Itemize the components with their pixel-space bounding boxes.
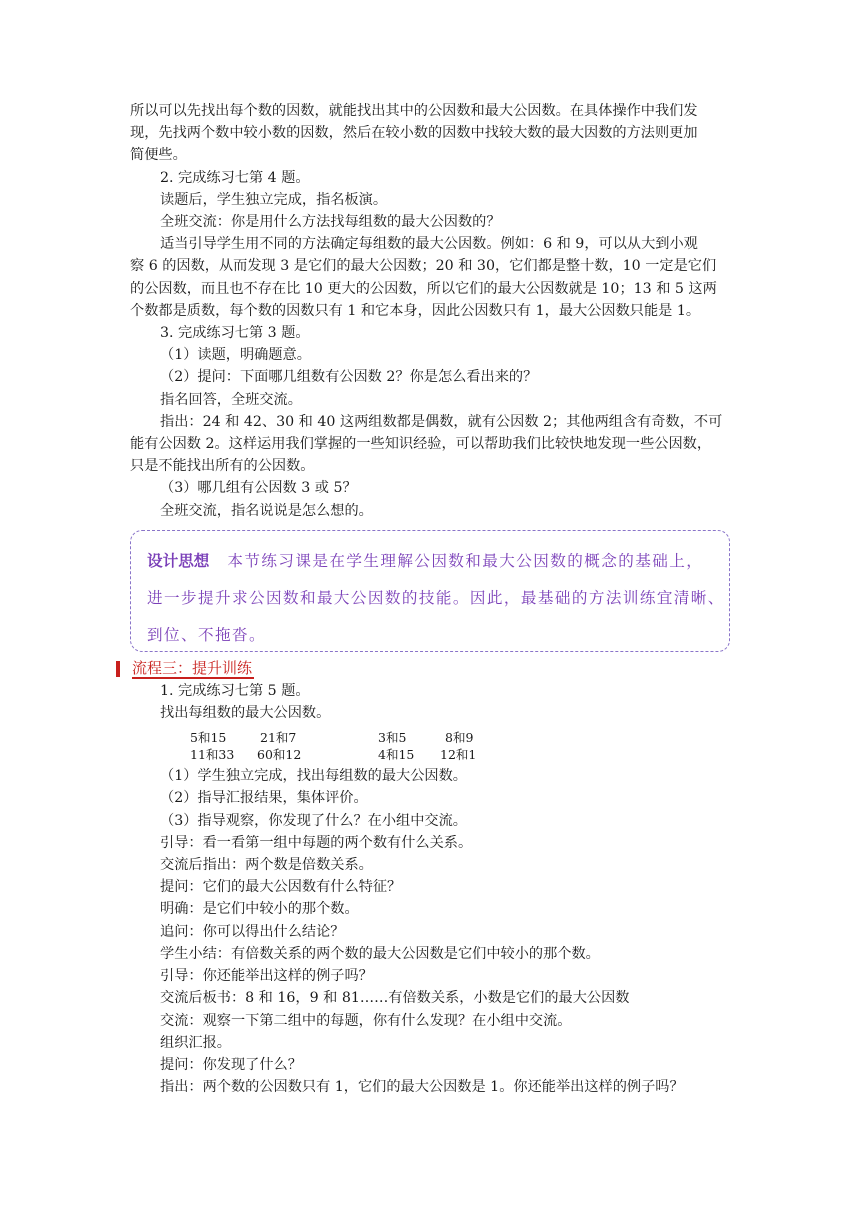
part4-heading: 1. 完成练习七第 5 题。 [160, 682, 310, 699]
part3-heading: 3. 完成练习七第 3 题。 [160, 325, 310, 342]
number-pair: 8和9 [445, 730, 474, 746]
step: （3）哪几组有公因数 3 或 5？ [160, 480, 357, 497]
design-thought-text: 本节练习课是在学生理解公因数和最大公因数的概念的基础上， [227, 551, 704, 570]
paragraph: 察 6 的因数，从而发现 3 是它们的最大公因数；20 和 30，它们都是整十数，10 一定是它们 [130, 258, 717, 275]
number-pair: 4和15 [378, 746, 415, 762]
paragraph: 指出：两个数的公因数只有 1，它们的最大公因数是 1。你还能举出这样的例子吗？ [160, 1079, 684, 1096]
paragraph: 明确：是它们中较小的那个数。 [160, 901, 359, 918]
design-thought-label: 设计思想 [147, 551, 210, 570]
paragraph: 适当引导学生用不同的方法确定每组数的最大公因数。例如：6 和 9，可以从大到小观 [160, 236, 698, 253]
step: （3）指导观察，你发现了什么？在小组中交流。 [160, 812, 467, 829]
intro-line: 现，先找两个数中较小数的因数，然后在较小数的因数中找较大数的最大因数的方法则更加 [130, 125, 698, 142]
paragraph: 提问：它们的最大公因数有什么特征？ [160, 879, 402, 896]
document-body [130, 100, 730, 1098]
paragraph: 全班交流：你是用什么方法找每组数的最大公因数的？ [160, 214, 501, 231]
paragraph: 个数都是质数，每个数的因数只有 1 和它本身，因此公因数只有 1，最大公因数只能是 1。 [130, 302, 701, 319]
number-pairs-row [160, 730, 730, 747]
section-title: 流程三：提升训练 [132, 658, 253, 677]
paragraph: 交流后板书：8 和 16，9 和 81……有倍数关系，小数是它们的最大公因数 [160, 990, 630, 1007]
design-thought-text: 到位、不拖沓。 [147, 625, 266, 644]
step: （2）提问：下面哪几组数有公因数 2？你是怎么看出来的？ [160, 369, 538, 386]
paragraph: 指名回答，全班交流。 [160, 391, 302, 408]
design-thought-box [130, 530, 730, 652]
design-thought-text: 进一步提升求公因数和最大公因数的技能。因此，最基础的方法训练宜清晰、 [147, 588, 725, 607]
paragraph: 引导：看一看第一组中每题的两个数有什么关系。 [160, 834, 473, 851]
number-pairs-row [160, 747, 730, 764]
number-pair: 12和1 [440, 746, 477, 762]
number-pair: 60和12 [257, 746, 302, 762]
section-header [116, 658, 730, 680]
paragraph: 追问：你可以得出什么结论？ [160, 923, 345, 940]
part2-heading: 2. 完成练习七第 4 题。 [160, 169, 310, 186]
paragraph: 提问：你发现了什么？ [160, 1056, 302, 1073]
step: （1）学生独立完成，找出每组数的最大公因数。 [160, 768, 467, 785]
section-marker-bar [116, 661, 120, 677]
step: （2）指导汇报结果，集体评价。 [160, 790, 368, 807]
paragraph: 全班交流，指名说说是怎么想的。 [160, 502, 373, 519]
paragraph: 只是不能找出所有的公因数。 [130, 458, 315, 475]
paragraph: 能有公因数 2。这样运用我们掌握的一些知识经验，可以帮助我们比较快地发现一些公因数， [130, 436, 712, 453]
number-pair: 3和5 [378, 730, 407, 746]
paragraph: 学生小结：有倍数关系的两个数的最大公因数是它们中较小的那个数。 [160, 945, 600, 962]
paragraph: 组织汇报。 [160, 1034, 231, 1051]
paragraph: 读题后，学生独立完成，指名板演。 [160, 191, 388, 208]
paragraph: 的公因数，而且也不存在比 10 更大的公因数，所以它们的最大公因数就是 10；13 和 5 这两 [130, 280, 717, 297]
paragraph: 引导：你还能举出这样的例子吗？ [160, 968, 373, 985]
number-pairs-grid [130, 730, 730, 763]
paragraph: 交流：观察一下第二组中的每题，你有什么发现？在小组中交流。 [160, 1012, 572, 1029]
number-pair: 11和33 [190, 746, 235, 762]
paragraph: 交流后指出：两个数是倍数关系。 [160, 857, 373, 874]
number-pair: 21和7 [260, 730, 297, 746]
intro-line: 简便些。 [130, 147, 187, 164]
step: （1）读题，明确题意。 [160, 347, 311, 364]
task-text: 找出每组数的最大公因数。 [160, 705, 331, 722]
intro-line: 所以可以先找出每个数的因数，就能找出其中的公因数和最大公因数。在具体操作中我们发 [130, 103, 698, 119]
number-pair: 5和15 [190, 730, 227, 746]
paragraph: 指出：24 和 42、30 和 40 这两组数都是偶数，就有公因数 2；其他两组含有奇数，不可 [160, 413, 723, 430]
